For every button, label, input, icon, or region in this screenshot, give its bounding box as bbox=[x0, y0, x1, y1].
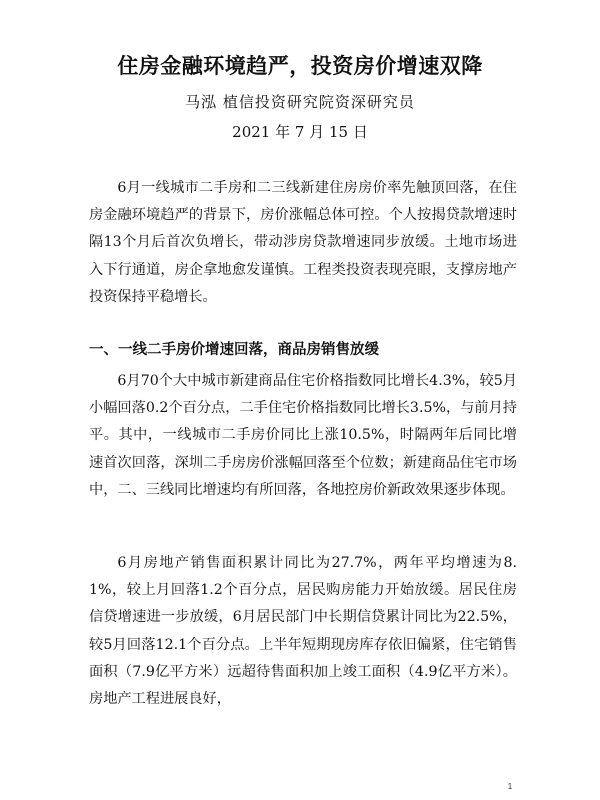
document-title: 住房金融环境趋严，投资房价增速双降 bbox=[117, 54, 483, 78]
publication-date: 2021 年 7 月 15 日 bbox=[232, 123, 368, 141]
section-paragraph-sales: 6月房地产销售面积累计同比为27.7%，两年平均增速为8.1%，较上月回落1.2个百分点，居民购房能力开始放缓。居民住房信贷增速进一步放缓，6月居民部门中长期信贷累计同比为22.5%，较5月回落12.1个百分点。上半年短期现房库存依旧偏紧，住宅销售面积（7.9亿平方米）远超待售面积加上竣工面积（4.9亿平方米）。房地产工程进展良好， bbox=[89, 555, 517, 708]
page-number: 1 bbox=[507, 782, 513, 791]
section-heading: 一、一线二手房价增速回落，商品房销售放缓 bbox=[89, 342, 379, 358]
author-line: 马泓 植信投资研究院资深研究员 bbox=[185, 93, 415, 111]
intro-paragraph: 6月一线城市二手房和二三线新建住房房价率先触顶回落，在住房金融环境趋严的背景下，房价涨幅总体可控。个人按揭贷款增速时隔13个月后首次负增长，带动涉房贷款增速同步放缓。土地市场进入下行通道，房企拿地愈发谨慎。工程类投资表现亮眼，支撑房地产投资保持平稳增长。 bbox=[89, 180, 517, 305]
section-paragraph-housing-prices: 6月70个大中城市新建商品住宅价格指数同比增长4.3%，较5月小幅回落0.2个百分点，二手住宅价格指数同比增长3.5%，与前月持平。其中，一线城市二手房价同比上涨10.5%，时隔两年后同比增速首次回落，深圳二手房房价涨幅回落至个位数；新建商品住宅市场中，二、三线同比增速均有所回落，各地控房价新政效果逐步体现。 bbox=[89, 373, 517, 498]
